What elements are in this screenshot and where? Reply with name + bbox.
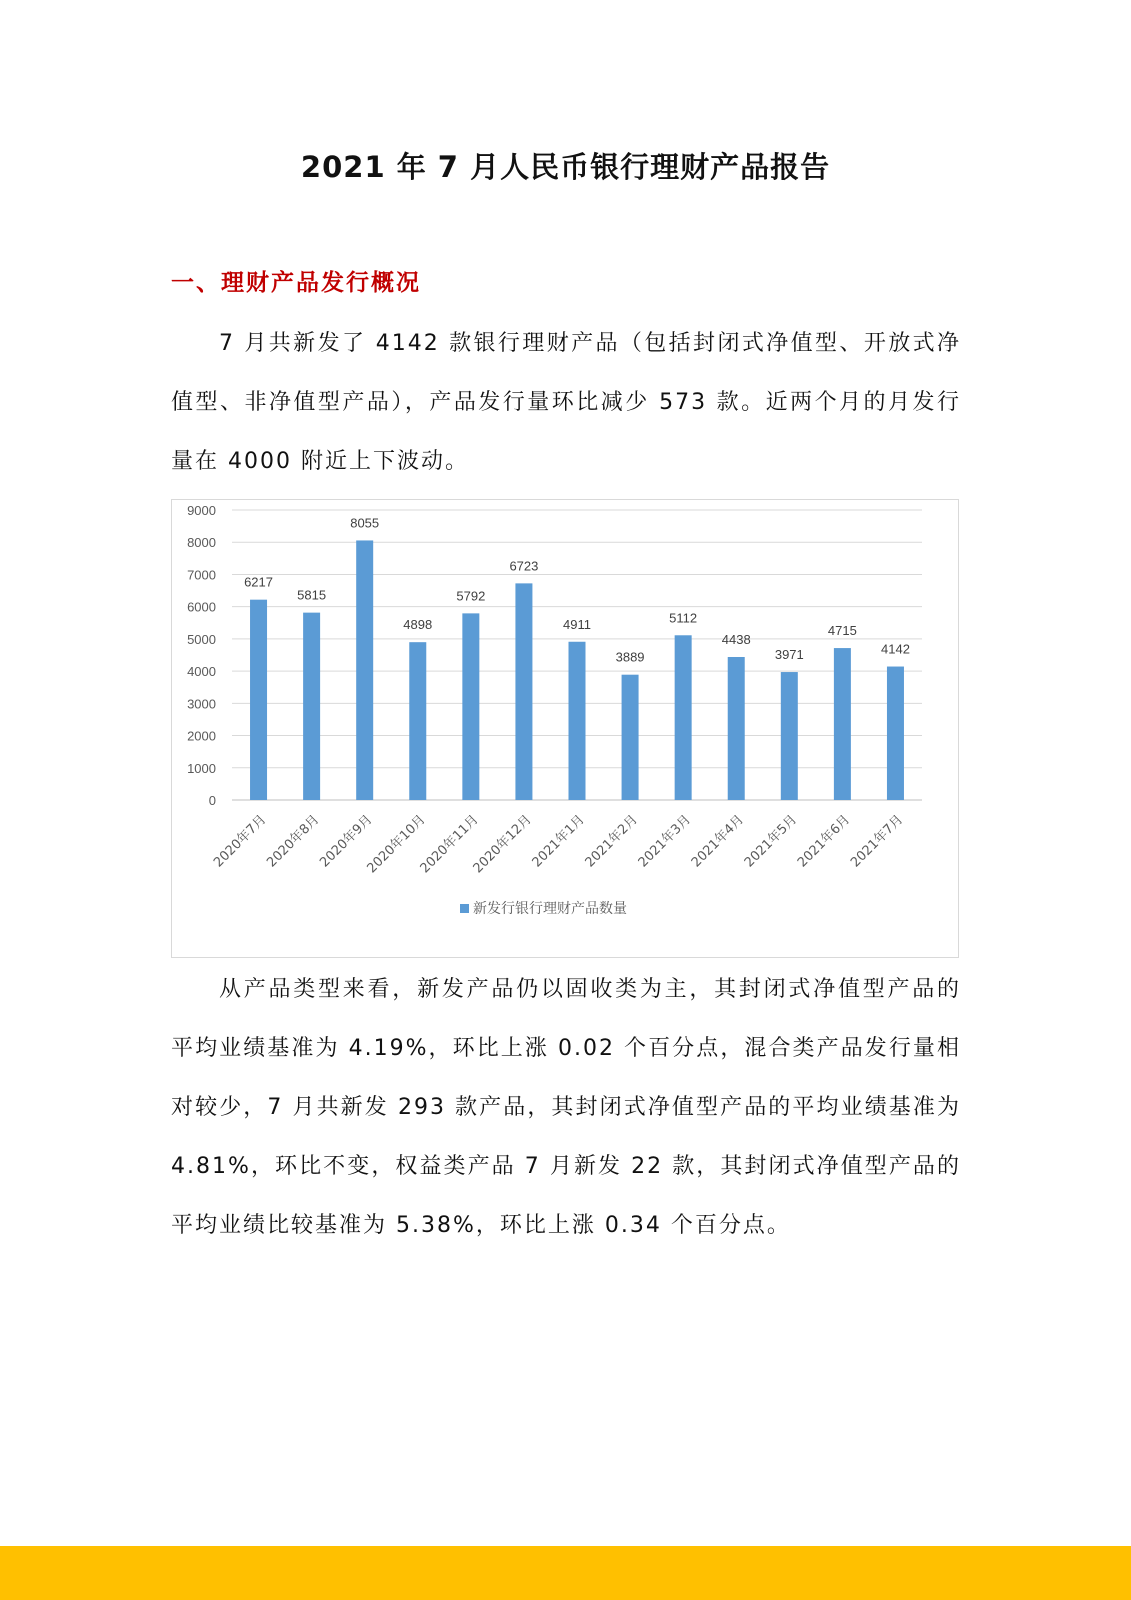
bar — [781, 672, 798, 800]
x-tick-label: 2021年5月 — [741, 812, 801, 871]
y-tick-label: 8000 — [187, 535, 216, 551]
data-label: 5815 — [297, 587, 327, 603]
paragraph-product-types: 从产品类型来看，新发产品仍以固收类为主，其封闭式净值型产品的平均业绩基准为 4.19%，环比上涨 0.02 个百分点，混合类产品发行量相对较少，7 月共新发 293 款产品，其封闭式净值型产品的平均业绩基准为 4.81%，环比不变，权益类产品 7 月新发 22 款，其封闭式净值型产品的平均业绩比较基准为 5.38%，环比上涨 0.34 个百分点。 — [171, 977, 961, 1238]
y-tick-label: 6000 — [187, 599, 216, 615]
x-tick-label: 2020年11月 — [417, 812, 482, 877]
y-tick-label: 3000 — [187, 696, 216, 712]
data-label: 3971 — [774, 647, 804, 663]
data-label: 5112 — [669, 610, 698, 626]
legend-label: 新发行银行理财产品数量 — [473, 901, 627, 917]
x-tick-label: 2021年7月 — [848, 812, 907, 871]
data-label: 6723 — [509, 558, 539, 574]
y-tick-label: 5000 — [187, 631, 216, 647]
y-tick-label: 2000 — [187, 728, 216, 744]
bar — [462, 613, 479, 800]
data-label: 4911 — [563, 616, 591, 632]
issuance-chart — [171, 499, 959, 958]
data-label: 6217 — [244, 574, 273, 590]
data-label: 4142 — [881, 641, 910, 657]
data-label: 4898 — [403, 617, 433, 633]
x-tick-label: 2021年1月 — [529, 812, 588, 871]
x-tick-label: 2021年4月 — [688, 812, 748, 871]
bar — [569, 642, 586, 800]
x-tick-label: 2020年8月 — [264, 812, 323, 871]
x-tick-label: 2021年6月 — [794, 812, 854, 871]
x-tick-label: 2021年2月 — [582, 812, 641, 871]
page-title: 2021 年 7 月人民币银行理财产品报告 — [300, 150, 831, 184]
section-heading: 一、理财产品发行概况 — [171, 270, 421, 296]
footer-bar — [0, 1546, 1131, 1600]
data-label: 5792 — [456, 588, 486, 604]
bar — [675, 635, 692, 800]
bar — [728, 657, 745, 800]
bar — [409, 642, 426, 800]
data-label: 4715 — [827, 623, 857, 639]
legend-swatch — [460, 904, 469, 913]
bar — [515, 583, 532, 800]
data-label: 3889 — [615, 649, 645, 665]
data-label: 4438 — [721, 631, 751, 647]
paragraph-issuance: 7 月共新发了 4142 款银行理财产品（包括封闭式净值型、开放式净值型、非净值型产品），产品发行量环比减少 573 款。近两个月的月发行量在 4000 附近上下波动。 — [171, 331, 961, 474]
x-tick-label: 2020年7月 — [211, 812, 270, 871]
x-tick-label: 2020年12月 — [470, 812, 535, 877]
y-tick-label: 0 — [208, 793, 216, 808]
bar — [303, 613, 320, 800]
bar-chart-svg — [172, 500, 958, 957]
bar — [622, 675, 639, 800]
y-tick-label: 4000 — [187, 664, 216, 680]
y-tick-label: 1000 — [187, 760, 216, 776]
bar — [887, 667, 904, 800]
x-tick-label: 2021年3月 — [635, 812, 694, 871]
y-tick-label: 7000 — [187, 567, 216, 583]
bar — [250, 600, 267, 800]
x-tick-label: 2020年9月 — [317, 812, 376, 871]
data-label: 8055 — [350, 515, 380, 531]
y-tick-label: 9000 — [187, 503, 216, 518]
bar — [834, 648, 851, 800]
x-tick-label: 2020年10月 — [364, 812, 429, 877]
bar — [356, 540, 373, 800]
